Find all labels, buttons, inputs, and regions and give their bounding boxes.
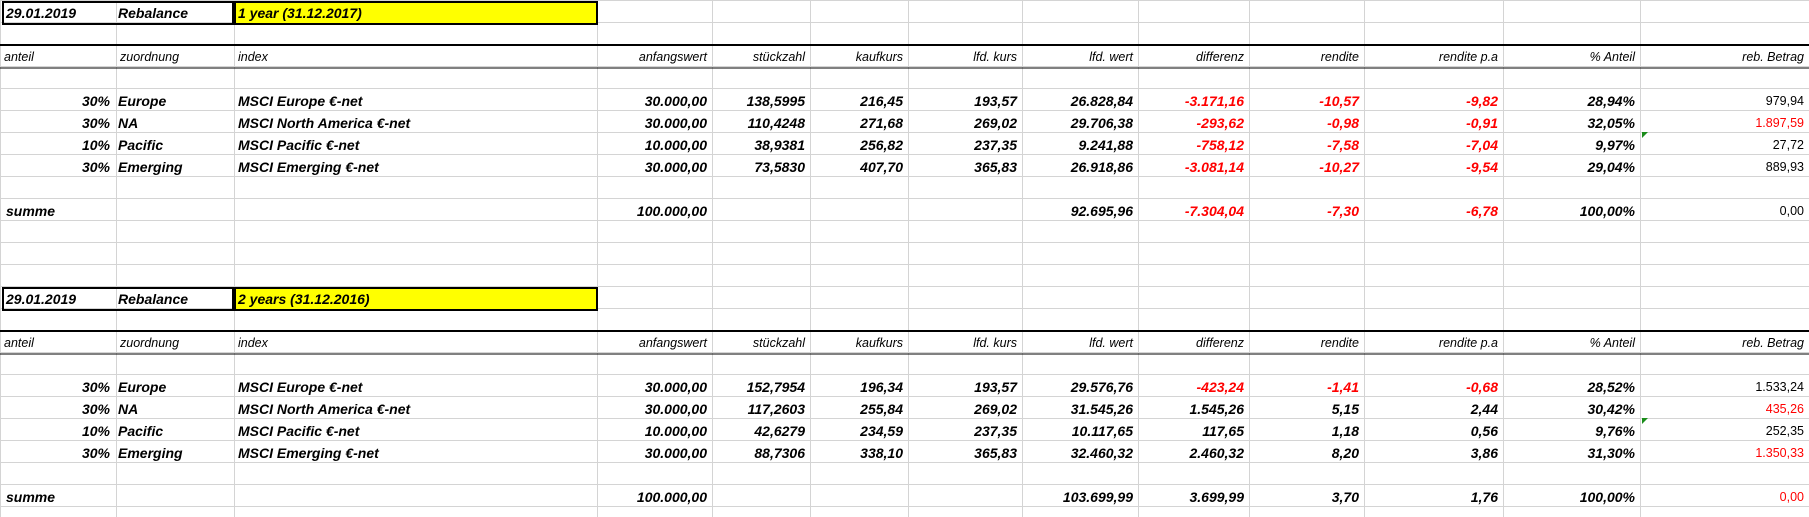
column-header-3[interactable]: anfangswert bbox=[638, 50, 707, 64]
summe-anfangswert[interactable]: 100.000,00 bbox=[636, 203, 707, 219]
value-kaufkurs[interactable]: 216,45 bbox=[860, 93, 903, 109]
column-header-3[interactable]: anfangswert bbox=[638, 336, 707, 350]
column-header-9[interactable]: rendite bbox=[1320, 336, 1359, 350]
value-anfangswert[interactable]: 30.000,00 bbox=[644, 115, 707, 131]
column-header-8[interactable]: differenz bbox=[1196, 50, 1244, 64]
summe-reb_betrag[interactable]: 0,00 bbox=[1779, 490, 1804, 504]
region-name[interactable]: Europe bbox=[118, 93, 167, 109]
value-anteil_pct[interactable]: 31,30% bbox=[1587, 445, 1635, 461]
value-reb_betrag[interactable]: 252,35 bbox=[1765, 424, 1804, 438]
rebalance-date[interactable]: 29.01.2019 bbox=[6, 291, 77, 307]
index-name[interactable]: MSCI Pacific €-net bbox=[238, 423, 360, 439]
value-anteil_pct[interactable]: 29,04% bbox=[1587, 159, 1635, 175]
value-anteil_pct[interactable]: 28,52% bbox=[1587, 379, 1635, 395]
summe-anteil_pct[interactable]: 100,00% bbox=[1579, 203, 1635, 219]
value-lfd_wert[interactable]: 26.918,86 bbox=[1070, 159, 1133, 175]
value-lfd_kurs[interactable]: 237,35 bbox=[974, 423, 1017, 439]
column-header-0[interactable]: anteil bbox=[4, 50, 34, 64]
allocation-percent[interactable]: 30% bbox=[81, 445, 110, 461]
value-reb_betrag[interactable]: 435,26 bbox=[1765, 402, 1804, 416]
value-rendite_pa[interactable]: -9,82 bbox=[1466, 93, 1498, 109]
value-differenz[interactable]: -3.171,16 bbox=[1184, 93, 1244, 109]
column-header-10[interactable]: rendite p.a bbox=[1438, 336, 1498, 350]
rebalance-label[interactable]: Rebalance bbox=[118, 5, 189, 21]
index-name[interactable]: MSCI Pacific €-net bbox=[238, 137, 360, 153]
value-anfangswert[interactable]: 30.000,00 bbox=[644, 445, 707, 461]
value-anteil_pct[interactable]: 32,05% bbox=[1587, 115, 1635, 131]
value-stueckzahl[interactable]: 152,7954 bbox=[746, 379, 805, 395]
value-anfangswert[interactable]: 10.000,00 bbox=[644, 423, 707, 439]
value-lfd_kurs[interactable]: 237,35 bbox=[974, 137, 1017, 153]
value-lfd_kurs[interactable]: 365,83 bbox=[974, 445, 1017, 461]
value-kaufkurs[interactable]: 234,59 bbox=[860, 423, 903, 439]
summe-rendite[interactable]: -7,30 bbox=[1327, 203, 1359, 219]
column-header-2[interactable]: index bbox=[238, 50, 268, 64]
value-stueckzahl[interactable]: 42,6279 bbox=[754, 423, 805, 439]
value-stueckzahl[interactable]: 138,5995 bbox=[746, 93, 805, 109]
value-lfd_kurs[interactable]: 193,57 bbox=[974, 93, 1017, 109]
region-name[interactable]: Emerging bbox=[118, 159, 183, 175]
value-kaufkurs[interactable]: 196,34 bbox=[860, 379, 903, 395]
period-label[interactable]: 2 years (31.12.2016) bbox=[238, 291, 370, 307]
allocation-percent[interactable]: 30% bbox=[81, 379, 110, 395]
index-name[interactable]: MSCI Europe €-net bbox=[238, 93, 363, 109]
column-header-6[interactable]: lfd. kurs bbox=[973, 50, 1017, 64]
value-anfangswert[interactable]: 10.000,00 bbox=[644, 137, 707, 153]
column-header-12[interactable]: reb. Betrag bbox=[1742, 50, 1804, 64]
value-rendite[interactable]: -0,98 bbox=[1327, 115, 1359, 131]
summe-anteil_pct[interactable]: 100,00% bbox=[1579, 489, 1635, 505]
value-rendite_pa[interactable]: -9,54 bbox=[1466, 159, 1498, 175]
value-differenz[interactable]: -3.081,14 bbox=[1184, 159, 1244, 175]
value-lfd_kurs[interactable]: 193,57 bbox=[974, 379, 1017, 395]
value-kaufkurs[interactable]: 407,70 bbox=[860, 159, 903, 175]
column-header-5[interactable]: kaufkurs bbox=[855, 336, 903, 350]
allocation-percent[interactable]: 10% bbox=[81, 423, 110, 439]
value-differenz[interactable]: -758,12 bbox=[1196, 137, 1244, 153]
column-header-1[interactable]: zuordnung bbox=[120, 336, 180, 350]
value-kaufkurs[interactable]: 338,10 bbox=[860, 445, 903, 461]
column-header-9[interactable]: rendite bbox=[1320, 50, 1359, 64]
column-header-2[interactable]: index bbox=[238, 336, 268, 350]
column-header-6[interactable]: lfd. kurs bbox=[973, 336, 1017, 350]
value-stueckzahl[interactable]: 73,5830 bbox=[754, 159, 805, 175]
value-rendite_pa[interactable]: -7,04 bbox=[1466, 137, 1498, 153]
index-name[interactable]: MSCI Europe €-net bbox=[238, 379, 363, 395]
column-header-5[interactable]: kaufkurs bbox=[855, 50, 903, 64]
value-lfd_wert[interactable]: 29.576,76 bbox=[1070, 379, 1133, 395]
rebalance-label[interactable]: Rebalance bbox=[118, 291, 189, 307]
summe-rendite[interactable]: 3,70 bbox=[1331, 489, 1359, 505]
value-anteil_pct[interactable]: 30,42% bbox=[1587, 401, 1635, 417]
region-name[interactable]: NA bbox=[118, 115, 139, 131]
value-lfd_wert[interactable]: 31.545,26 bbox=[1070, 401, 1133, 417]
index-name[interactable]: MSCI North America €-net bbox=[238, 401, 411, 417]
value-rendite_pa[interactable]: 0,56 bbox=[1470, 423, 1498, 439]
value-lfd_wert[interactable]: 32.460,32 bbox=[1070, 445, 1133, 461]
summe-rendite_pa[interactable]: -6,78 bbox=[1466, 203, 1498, 219]
value-anfangswert[interactable]: 30.000,00 bbox=[644, 401, 707, 417]
value-anteil_pct[interactable]: 9,97% bbox=[1595, 137, 1635, 153]
index-name[interactable]: MSCI Emerging €-net bbox=[238, 159, 379, 175]
column-header-10[interactable]: rendite p.a bbox=[1438, 50, 1498, 64]
value-rendite_pa[interactable]: -0,68 bbox=[1466, 379, 1498, 395]
region-name[interactable]: Europe bbox=[118, 379, 167, 395]
summe-label[interactable]: summe bbox=[6, 203, 56, 219]
column-header-1[interactable]: zuordnung bbox=[120, 50, 180, 64]
index-name[interactable]: MSCI Emerging €-net bbox=[238, 445, 379, 461]
summe-rendite_pa[interactable]: 1,76 bbox=[1470, 489, 1498, 505]
rebalance-date[interactable]: 29.01.2019 bbox=[6, 5, 77, 21]
summe-anfangswert[interactable]: 100.000,00 bbox=[636, 489, 707, 505]
value-rendite[interactable]: -10,27 bbox=[1319, 159, 1359, 175]
value-differenz[interactable]: 117,65 bbox=[1202, 423, 1244, 439]
value-anfangswert[interactable]: 30.000,00 bbox=[644, 159, 707, 175]
value-stueckzahl[interactable]: 38,9381 bbox=[754, 137, 805, 153]
value-kaufkurs[interactable]: 255,84 bbox=[860, 401, 903, 417]
value-kaufkurs[interactable]: 271,68 bbox=[860, 115, 903, 131]
value-lfd_kurs[interactable]: 365,83 bbox=[974, 159, 1017, 175]
column-header-4[interactable]: stückzahl bbox=[752, 50, 805, 64]
column-header-11[interactable]: % Anteil bbox=[1589, 50, 1635, 64]
region-name[interactable]: Emerging bbox=[118, 445, 183, 461]
summe-lfd_wert[interactable]: 103.699,99 bbox=[1062, 489, 1133, 505]
value-rendite[interactable]: 5,15 bbox=[1331, 401, 1359, 417]
column-header-0[interactable]: anteil bbox=[4, 336, 34, 350]
region-name[interactable]: Pacific bbox=[118, 137, 164, 153]
value-stueckzahl[interactable]: 117,2603 bbox=[747, 401, 805, 417]
column-header-8[interactable]: differenz bbox=[1196, 336, 1244, 350]
column-header-7[interactable]: lfd. wert bbox=[1089, 336, 1133, 350]
value-reb_betrag[interactable]: 889,93 bbox=[1765, 160, 1804, 174]
value-anfangswert[interactable]: 30.000,00 bbox=[644, 379, 707, 395]
summe-label[interactable]: summe bbox=[6, 489, 56, 505]
value-rendite_pa[interactable]: 3,86 bbox=[1470, 445, 1498, 461]
column-header-12[interactable]: reb. Betrag bbox=[1742, 336, 1804, 350]
value-anfangswert[interactable]: 30.000,00 bbox=[644, 93, 707, 109]
allocation-percent[interactable]: 30% bbox=[81, 159, 110, 175]
value-lfd_wert[interactable]: 26.828,84 bbox=[1070, 93, 1133, 109]
value-reb_betrag[interactable]: 27,72 bbox=[1772, 138, 1804, 152]
value-lfd_wert[interactable]: 10.117,65 bbox=[1071, 423, 1133, 439]
summe-reb_betrag[interactable]: 0,00 bbox=[1779, 204, 1804, 218]
period-label[interactable]: 1 year (31.12.2017) bbox=[238, 5, 362, 21]
column-header-7[interactable]: lfd. wert bbox=[1089, 50, 1133, 64]
region-name[interactable]: NA bbox=[118, 401, 139, 417]
column-header-11[interactable]: % Anteil bbox=[1589, 336, 1635, 350]
allocation-percent[interactable]: 10% bbox=[81, 137, 110, 153]
value-differenz[interactable]: 2.460,32 bbox=[1189, 445, 1244, 461]
value-rendite[interactable]: 8,20 bbox=[1331, 445, 1359, 461]
summe-lfd_wert[interactable]: 92.695,96 bbox=[1070, 203, 1133, 219]
value-reb_betrag[interactable]: 1.350,33 bbox=[1755, 446, 1804, 460]
value-rendite[interactable]: -7,58 bbox=[1327, 137, 1359, 153]
value-differenz[interactable]: 1.545,26 bbox=[1189, 401, 1244, 417]
value-reb_betrag[interactable]: 979,94 bbox=[1765, 94, 1804, 108]
value-kaufkurs[interactable]: 256,82 bbox=[860, 137, 903, 153]
value-anteil_pct[interactable]: 28,94% bbox=[1587, 93, 1635, 109]
allocation-percent[interactable]: 30% bbox=[81, 401, 110, 417]
summe-differenz[interactable]: -7.304,04 bbox=[1184, 203, 1244, 219]
value-reb_betrag[interactable]: 1.533,24 bbox=[1755, 380, 1804, 394]
value-rendite_pa[interactable]: -0,91 bbox=[1466, 115, 1498, 131]
summe-differenz[interactable]: 3.699,99 bbox=[1189, 489, 1244, 505]
value-differenz[interactable]: -423,24 bbox=[1196, 379, 1244, 395]
value-rendite[interactable]: 1,18 bbox=[1331, 423, 1359, 439]
value-rendite[interactable]: -10,57 bbox=[1319, 93, 1359, 109]
value-anteil_pct[interactable]: 9,76% bbox=[1595, 423, 1635, 439]
comment-marker-icon[interactable] bbox=[1642, 132, 1648, 138]
value-lfd_wert[interactable]: 9.241,88 bbox=[1078, 137, 1133, 153]
column-header-4[interactable]: stückzahl bbox=[752, 336, 805, 350]
allocation-percent[interactable]: 30% bbox=[81, 115, 110, 131]
value-differenz[interactable]: -293,62 bbox=[1196, 115, 1244, 131]
comment-marker-icon[interactable] bbox=[1642, 418, 1648, 424]
index-name[interactable]: MSCI North America €-net bbox=[238, 115, 411, 131]
region-name[interactable]: Pacific bbox=[118, 423, 164, 439]
value-lfd_kurs[interactable]: 269,02 bbox=[974, 401, 1017, 417]
value-stueckzahl[interactable]: 88,7306 bbox=[754, 445, 805, 461]
value-stueckzahl[interactable]: 110,4248 bbox=[747, 115, 805, 131]
value-reb_betrag[interactable]: 1.897,59 bbox=[1755, 116, 1804, 130]
value-lfd_kurs[interactable]: 269,02 bbox=[974, 115, 1017, 131]
allocation-percent[interactable]: 30% bbox=[81, 93, 110, 109]
value-rendite_pa[interactable]: 2,44 bbox=[1470, 401, 1498, 417]
value-rendite[interactable]: -1,41 bbox=[1327, 379, 1359, 395]
value-lfd_wert[interactable]: 29.706,38 bbox=[1070, 115, 1133, 131]
